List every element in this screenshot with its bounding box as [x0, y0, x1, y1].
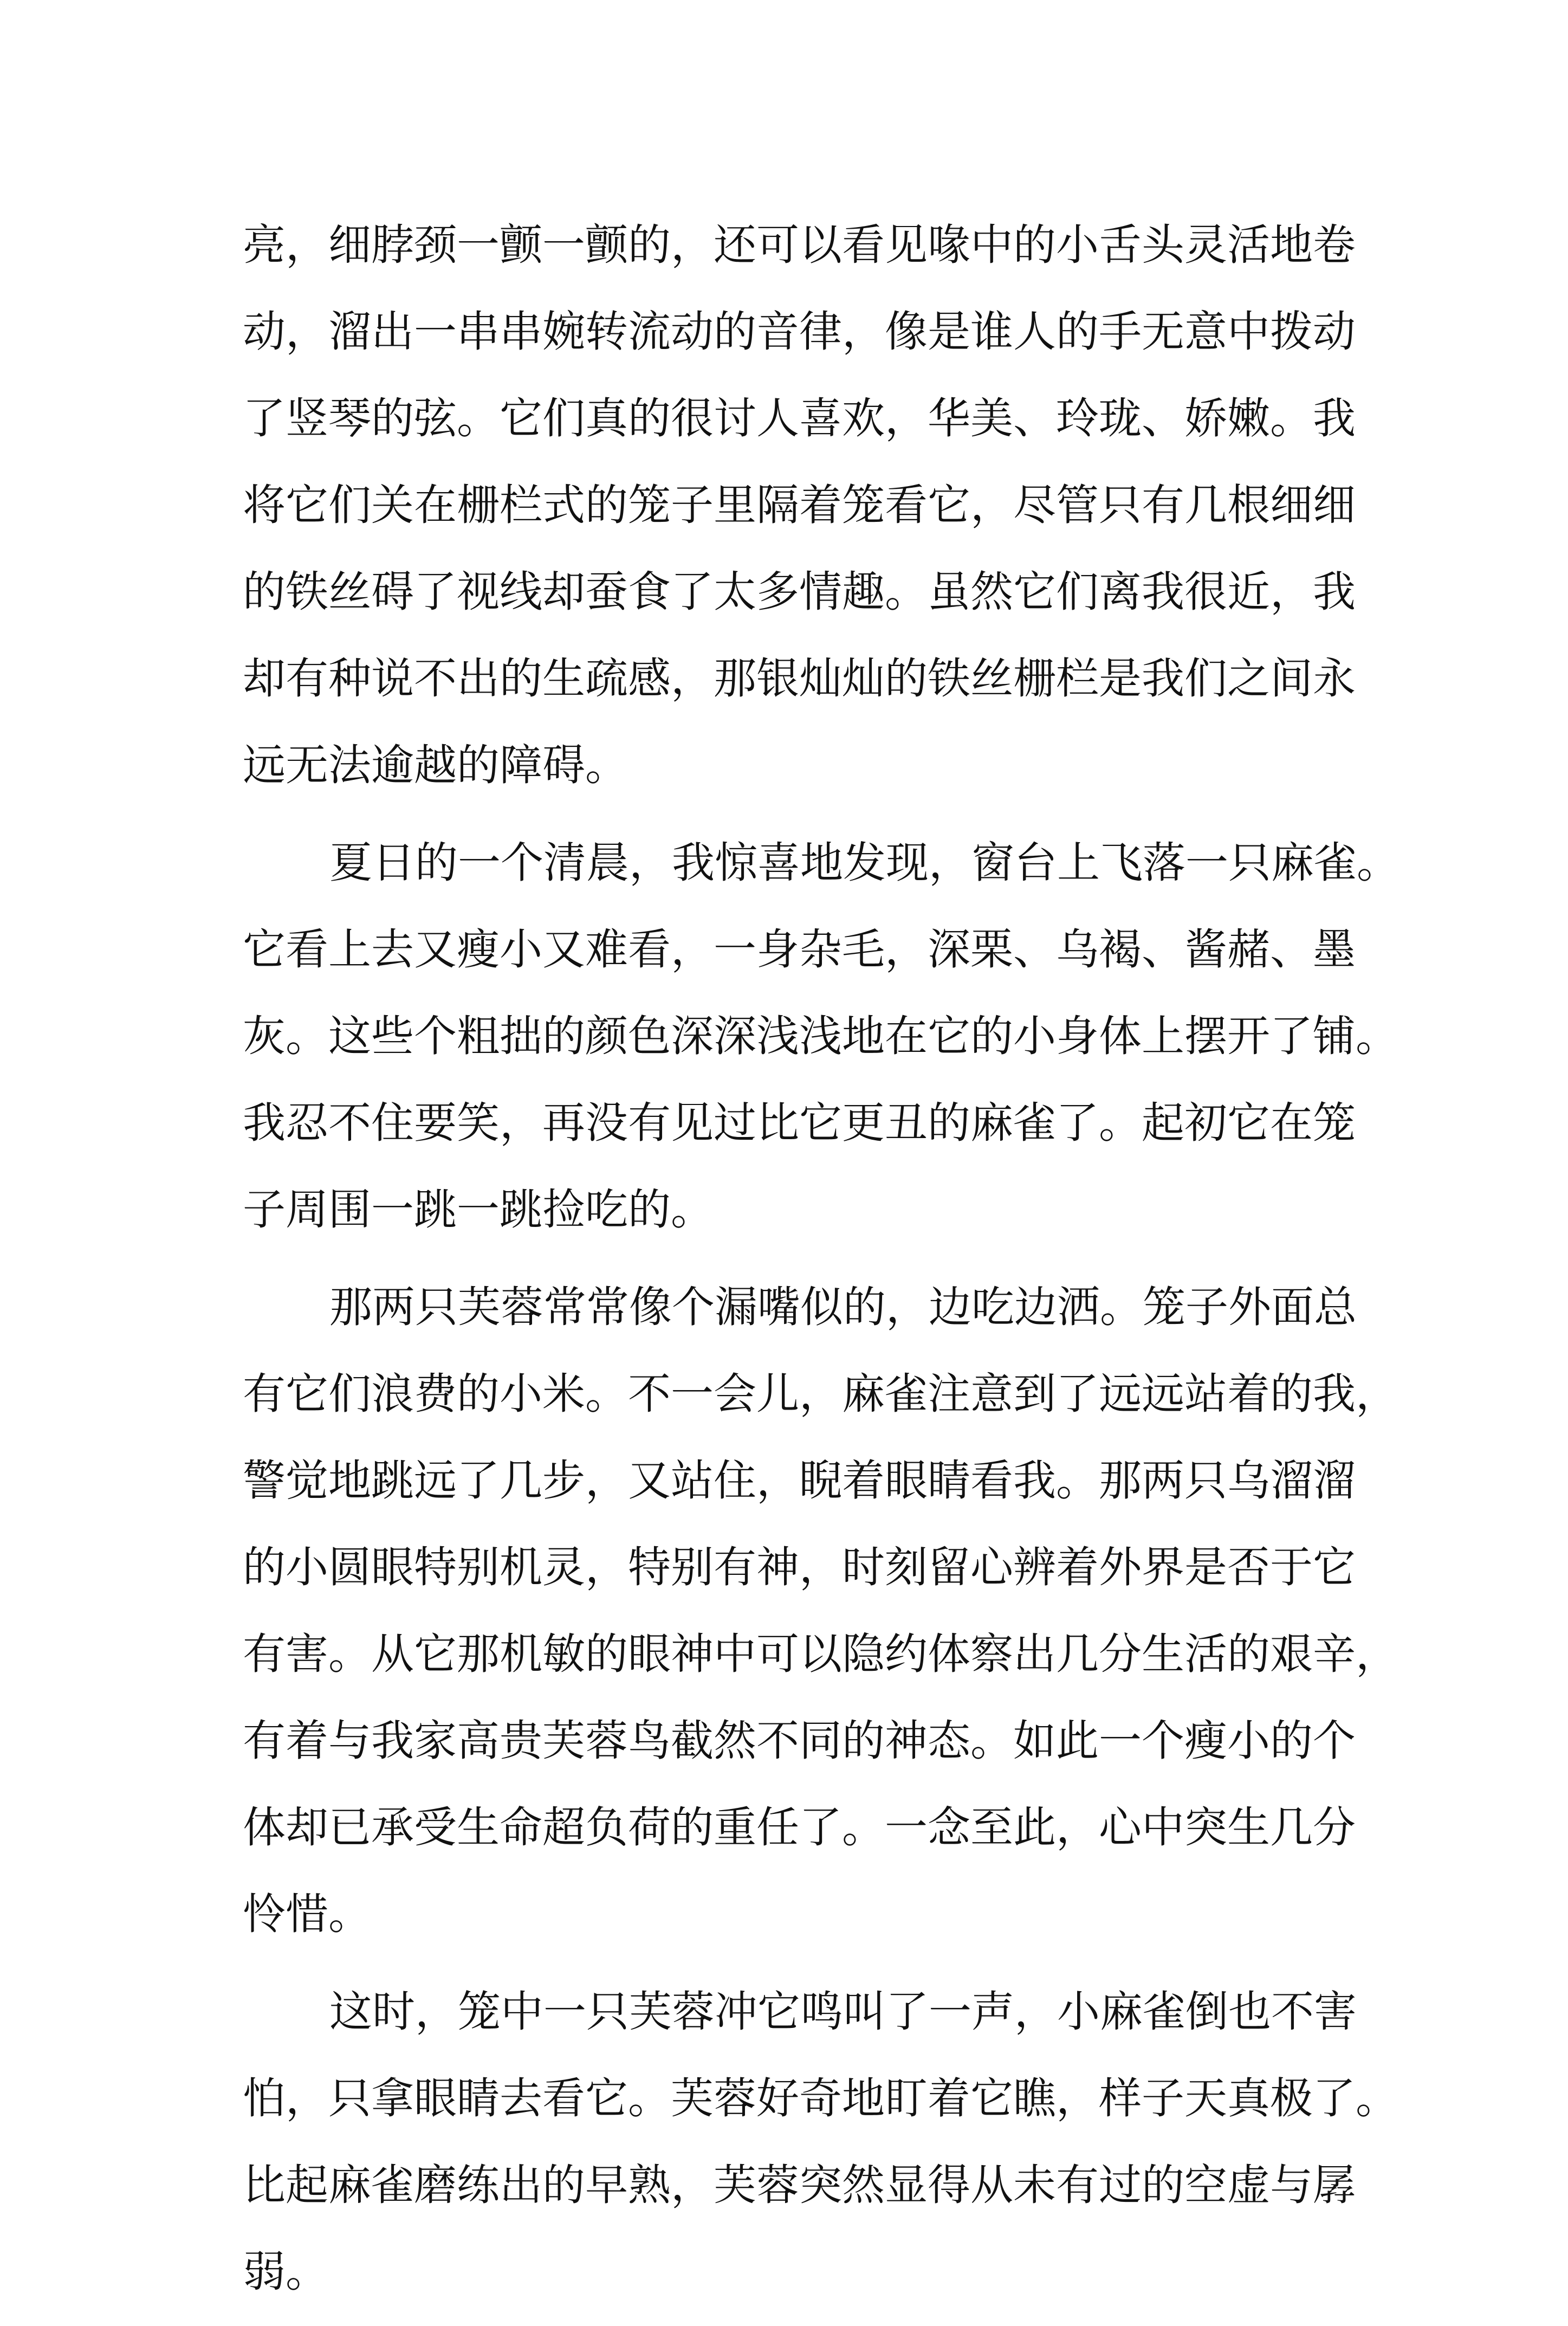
- paragraph-1: [243, 202, 1356, 809]
- text-line: 的铁丝碍了视线却蚕食了太多情趣。虽然它们离我很近，我: [243, 567, 1356, 617]
- text-line: 比起麻雀磨练出的早熟，芙蓉突然显得从未有过的空虚与孱: [243, 2160, 1356, 2210]
- text-line: 我忍不住要笑，再没有见过比它更丑的麻雀了。起初它在笼: [243, 1098, 1356, 1148]
- text-line: 它看上去又瘦小又难看，一身杂毛，深栗、乌褐、酱赭、墨: [243, 925, 1356, 974]
- paragraph-3: [243, 1264, 1398, 1957]
- paragraph-4: [243, 1968, 1398, 2315]
- text-line: 子周围一跳一跳捡吃的。: [243, 1185, 714, 1235]
- text-line: 远无法逾越的障碍。: [243, 740, 628, 790]
- text-line: 弱。: [243, 2247, 328, 2297]
- text-line: 亮，细脖颈一颤一颤的，还可以看见喙中的小舌头灵活地卷: [243, 220, 1356, 270]
- text-line: 怕，只拿眼睛去看它。芙蓉好奇地盯着它瞧，样子天真极了。: [243, 2073, 1398, 2123]
- text-line: 怜惜。: [243, 1889, 371, 1939]
- text-line: 夏日的一个清晨，我惊喜地发现，窗台上飞落一只麻雀。: [329, 838, 1399, 888]
- text-line: 那两只芙蓉常常像个漏嘴似的，边吃边洒。笼子外面总: [329, 1282, 1357, 1332]
- body-text: [243, 202, 1399, 2326]
- text-line: 的小圆眼特别机灵，特别有神，时刻留心辨着外界是否于它: [243, 1542, 1356, 1592]
- text-line: 灰。这些个粗拙的颜色深深浅浅地在它的小身体上摆开了铺。: [243, 1011, 1398, 1061]
- text-line: 却有种说不出的生疏感，那银灿灿的铁丝栅栏是我们之间永: [243, 654, 1356, 703]
- text-line: 动，溜出一串串婉转流动的音律，像是谁人的手无意中拨动: [243, 307, 1356, 357]
- text-line: 这时，笼中一只芙蓉冲它鸣叫了一声，小麻雀倒也不害: [329, 1987, 1357, 2037]
- paragraph-2: [243, 819, 1399, 1253]
- text-line: 将它们关在栅栏式的笼子里隔着笼看它，尽管只有几根细细: [243, 480, 1356, 530]
- text-line: 体却已承受生命超负荷的重任了。一念至此，心中突生几分: [243, 1802, 1356, 1852]
- text-line: 有着与我家高贵芙蓉鸟截然不同的神态。如此一个瘦小的个: [243, 1716, 1356, 1766]
- text-line: 警觉地跳远了几步，又站住，睨着眼睛看我。那两只乌溜溜: [243, 1456, 1356, 1506]
- text-line: 了竖琴的弦。它们真的很讨人喜欢，华美、玲珑、娇嫩。我: [243, 393, 1356, 443]
- text-line: 有害。从它那机敏的眼神中可以隐约体察出几分生活的艰辛，: [243, 1629, 1398, 1679]
- text-line: 有它们浪费的小米。不一会儿，麻雀注意到了远远站着的我，: [243, 1369, 1398, 1419]
